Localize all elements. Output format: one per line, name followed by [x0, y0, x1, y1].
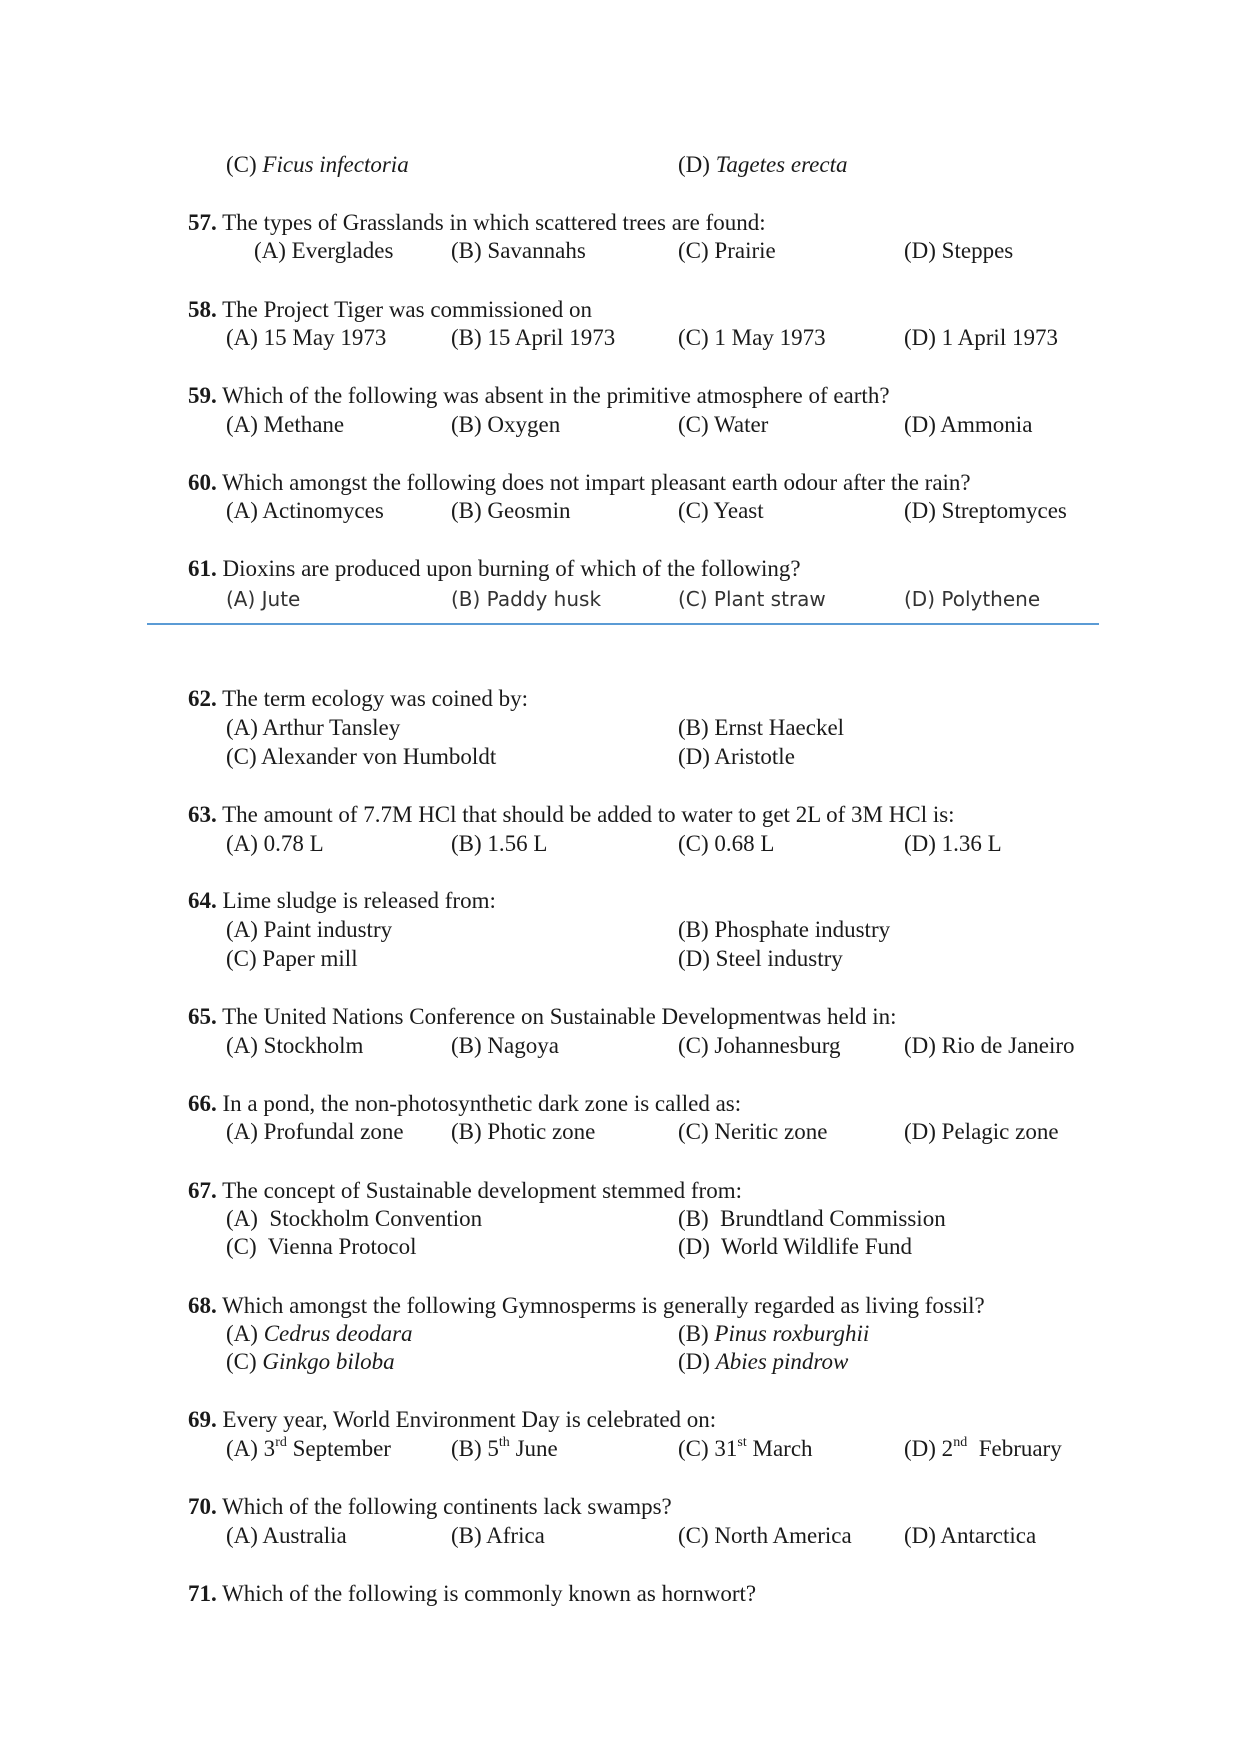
q58-option-a: (A) 15 May 1973 — [226, 325, 387, 350]
q65-option-c: (C) Johannesburg — [678, 1033, 841, 1058]
q60-option-c: (C) Yeast — [678, 498, 764, 523]
q66-option-c: (C) Neritic zone — [678, 1119, 828, 1144]
question-70: 70. Which of the following continents lack swamps? — [188, 1494, 672, 1519]
q68-option-d: (D) Abies pindrow — [678, 1349, 849, 1374]
q70-option-d: (D) Antarctica — [904, 1523, 1037, 1548]
q56-option-c: (C) Ficus infectoria — [226, 152, 409, 177]
q62-option-c: (C) Alexander von Humboldt — [226, 744, 497, 769]
q59-option-b: (B) Oxygen — [451, 412, 561, 437]
q69-option-a: (A) 3rd September — [226, 1435, 391, 1461]
question-66: 66. In a pond, the non-photosynthetic dark zone is called as: — [188, 1091, 742, 1116]
q69-option-b: (B) 5th June — [451, 1435, 558, 1461]
q65-option-d: (D) Rio de Janeiro — [904, 1033, 1075, 1058]
q66-option-d: (D) Pelagic zone — [904, 1119, 1059, 1144]
section-divider — [147, 623, 1099, 625]
q63-option-a: (A) 0.78 L — [226, 831, 324, 856]
q57-option-c: (C) Prairie — [678, 238, 776, 263]
q58-option-b: (B) 15 April 1973 — [451, 325, 616, 350]
q64-option-c: (C) Paper mill — [226, 946, 358, 971]
q56-option-d: (D) Tagetes erecta — [678, 152, 848, 177]
q59-option-d: (D) Ammonia — [904, 412, 1033, 437]
question-63: 63. The amount of 7.7M HCl that should be added to water to get 2L of 3M HCl is: — [188, 802, 955, 827]
question-69: 69. Every year, World Environment Day is celebrated on: — [188, 1407, 717, 1432]
q61-option-a: (A) Jute — [226, 587, 301, 611]
q64-option-d: (D) Steel industry — [678, 946, 843, 971]
q66-option-a: (A) Profundal zone — [226, 1119, 404, 1144]
q61-option-c: (C) Plant straw — [678, 587, 826, 611]
question-61: 61. Dioxins are produced upon burning of which of the following? — [188, 556, 801, 581]
q61-option-b: (B) Paddy husk — [451, 587, 602, 611]
q67-option-d: (D) World Wildlife Fund — [678, 1234, 913, 1259]
q64-option-b: (B) Phosphate industry — [678, 917, 891, 942]
q69-option-c: (C) 31st March — [678, 1435, 813, 1461]
q62-option-a: (A) Arthur Tansley — [226, 715, 401, 740]
q68-option-c: (C) Ginkgo biloba — [226, 1349, 395, 1374]
q70-option-c: (C) North America — [678, 1523, 852, 1548]
q63-option-b: (B) 1.56 L — [451, 831, 548, 856]
question-57: 57. The types of Grasslands in which scattered trees are found: — [188, 210, 766, 235]
q58-option-d: (D) 1 April 1973 — [904, 325, 1058, 350]
q64-option-a: (A) Paint industry — [226, 917, 393, 942]
q63-option-c: (C) 0.68 L — [678, 831, 775, 856]
q58-option-c: (C) 1 May 1973 — [678, 325, 826, 350]
question-67: 67. The concept of Sustainable development stemmed from: — [188, 1178, 742, 1203]
q66-option-b: (B) Photic zone — [451, 1119, 596, 1144]
question-58: 58. The Project Tiger was commissioned on — [188, 297, 592, 322]
q62-option-d: (D) Aristotle — [678, 744, 795, 769]
q67-option-b: (B) Brundtland Commission — [678, 1206, 946, 1231]
q57-option-a: (A) Everglades — [254, 238, 394, 263]
question-64: 64. Lime sludge is released from: — [188, 888, 496, 913]
q61-option-d: (D) Polythene — [904, 587, 1041, 611]
q63-option-d: (D) 1.36 L — [904, 831, 1002, 856]
question-59: 59. Which of the following was absent in the primitive atmosphere of earth? — [188, 383, 890, 408]
question-68: 68. Which amongst the following Gymnosperms is generally regarded as living fossil? — [188, 1293, 985, 1318]
q57-option-b: (B) Savannahs — [451, 238, 586, 263]
q59-option-a: (A) Methane — [226, 412, 345, 437]
q65-option-b: (B) Nagoya — [451, 1033, 559, 1058]
q60-option-a: (A) Actinomyces — [226, 498, 384, 523]
q69-option-d: (D) 2nd February — [904, 1435, 1062, 1461]
q62-option-b: (B) Ernst Haeckel — [678, 715, 845, 740]
q59-option-c: (C) Water — [678, 412, 769, 437]
q60-option-d: (D) Streptomyces — [904, 498, 1067, 523]
q65-option-a: (A) Stockholm — [226, 1033, 364, 1058]
q57-option-d: (D) Steppes — [904, 238, 1014, 263]
q67-option-c: (C) Vienna Protocol — [226, 1234, 417, 1259]
q60-option-b: (B) Geosmin — [451, 498, 571, 523]
question-60: 60. Which amongst the following does not impart pleasant earth odour after the rain? — [188, 470, 971, 495]
q70-option-b: (B) Africa — [451, 1523, 545, 1548]
q70-option-a: (A) Australia — [226, 1523, 347, 1548]
question-71: 71. Which of the following is commonly known as hornwort? — [188, 1581, 757, 1606]
question-65: 65. The United Nations Conference on Sustainable Developmentwas held in: — [188, 1004, 897, 1029]
q68-option-a: (A) Cedrus deodara — [226, 1321, 413, 1346]
q67-option-a: (A) Stockholm Convention — [226, 1206, 483, 1231]
q68-option-b: (B) Pinus roxburghii — [678, 1321, 870, 1346]
question-62: 62. The term ecology was coined by: — [188, 686, 529, 711]
